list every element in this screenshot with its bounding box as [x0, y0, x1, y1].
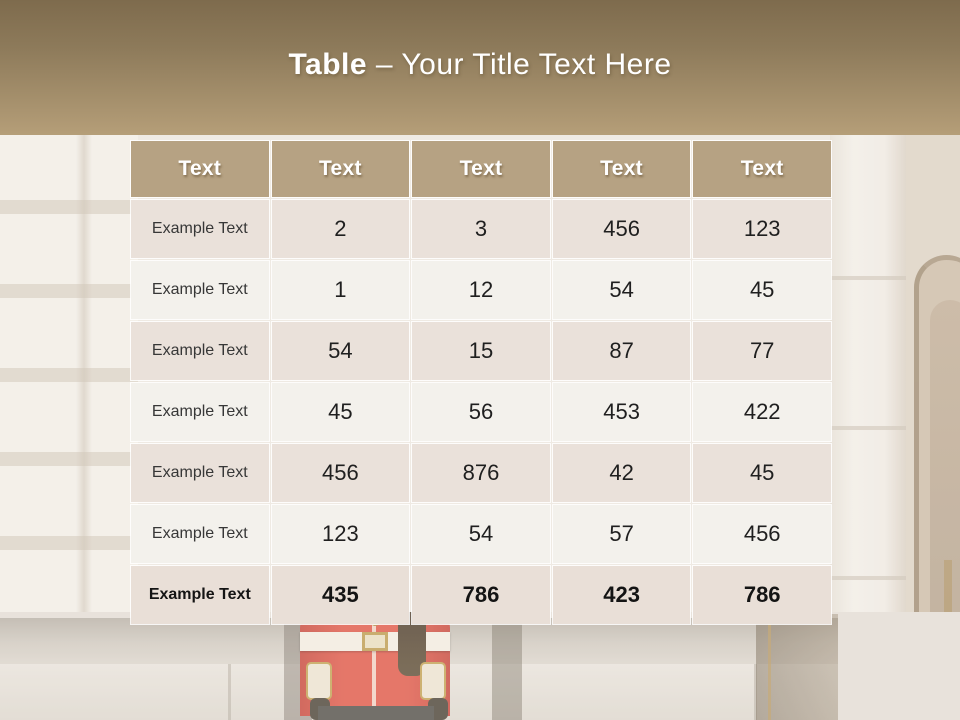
table-cell: 456: [272, 444, 410, 502]
table-cell: 77: [693, 322, 831, 380]
table-cell: 456: [553, 200, 691, 258]
table-row: [131, 444, 831, 502]
column-header: Text: [272, 141, 410, 197]
table-row: [131, 261, 831, 319]
table-cell: 3: [412, 200, 550, 258]
table-row: [131, 200, 831, 258]
data-table: [128, 138, 834, 627]
title-banner: [0, 0, 960, 135]
table-cell: 54: [553, 261, 691, 319]
table-row: [131, 383, 831, 441]
table-cell: 456: [693, 505, 831, 563]
table-cell: 42: [553, 444, 691, 502]
table-cell: 45: [693, 444, 831, 502]
table-cell: 453: [553, 383, 691, 441]
row-label: Example Text: [131, 383, 269, 441]
table-cell: 435: [272, 566, 410, 624]
title-rest: – Your Title Text Here: [375, 47, 672, 81]
table-row: [131, 322, 831, 380]
row-label: Example Text: [131, 200, 269, 258]
table-header-row: [131, 141, 831, 197]
table-cell: 123: [272, 505, 410, 563]
table-cell: 123: [693, 200, 831, 258]
table-header: [131, 141, 831, 197]
table-cell: 45: [272, 383, 410, 441]
row-label: Example Text: [131, 444, 269, 502]
table-cell: 12: [412, 261, 550, 319]
row-label: Example Text: [131, 566, 269, 624]
row-label: Example Text: [131, 505, 269, 563]
table-cell: 45: [693, 261, 831, 319]
column-header: Text: [553, 141, 691, 197]
slide-title: [288, 48, 671, 82]
table-cell: 786: [693, 566, 831, 624]
table-cell: 87: [553, 322, 691, 380]
table-cell: 54: [272, 322, 410, 380]
row-label: Example Text: [131, 322, 269, 380]
column-header: Text: [412, 141, 550, 197]
table-cell: 423: [553, 566, 691, 624]
table-cell: 786: [412, 566, 550, 624]
table-total-row: [131, 566, 831, 624]
table-row: [131, 505, 831, 563]
table-cell: 422: [693, 383, 831, 441]
table-cell: 54: [412, 505, 550, 563]
table-cell: 2: [272, 200, 410, 258]
table-cell: 56: [412, 383, 550, 441]
row-label: Example Text: [131, 261, 269, 319]
column-header: Text: [131, 141, 269, 197]
title-keyword: Table: [288, 47, 368, 81]
table-cell: 1: [272, 261, 410, 319]
table-cell: 15: [412, 322, 550, 380]
table-cell: 57: [553, 505, 691, 563]
column-header: Text: [693, 141, 831, 197]
table-cell: 876: [412, 444, 550, 502]
